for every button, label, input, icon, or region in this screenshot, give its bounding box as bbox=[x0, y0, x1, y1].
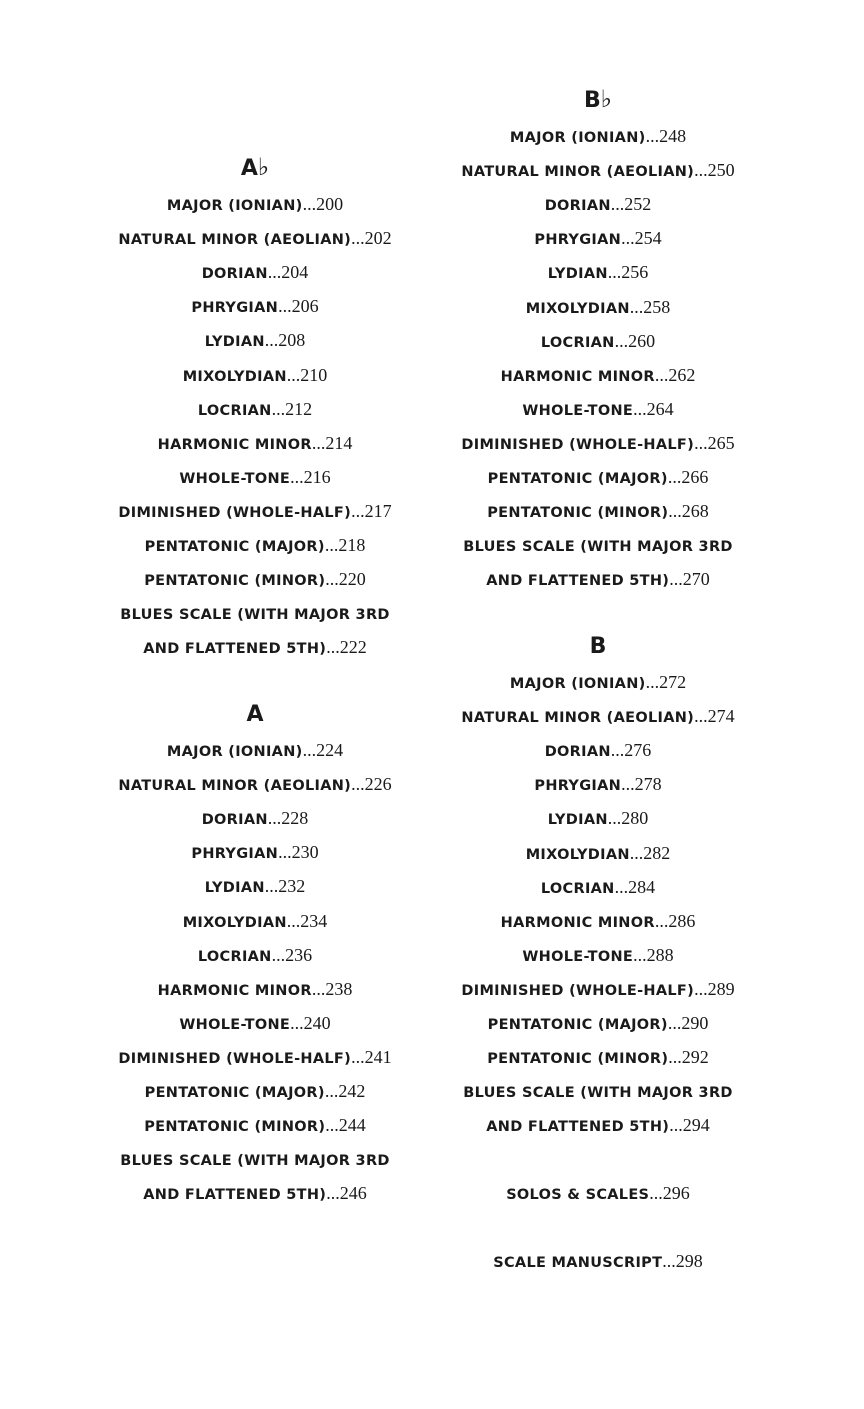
entry-page-number: ...282 bbox=[629, 842, 671, 863]
toc-entry[interactable] bbox=[420, 665, 776, 699]
entry-title: SOLOS & SCALES bbox=[506, 1187, 650, 1203]
toc-entry[interactable] bbox=[420, 1006, 776, 1040]
entry-title: DORIAN bbox=[201, 812, 268, 829]
entry-page-number: ...234 bbox=[286, 910, 328, 931]
toc-entry[interactable] bbox=[420, 870, 776, 904]
entry-title: LYDIAN bbox=[204, 334, 265, 351]
entry-page-number: ...200 bbox=[302, 194, 344, 214]
entry-title: PENTATONIC (MAJOR) bbox=[487, 1017, 668, 1033]
toc-entry[interactable] bbox=[420, 1108, 776, 1142]
entry-page-number: ...244 bbox=[325, 1115, 366, 1136]
toc-entry[interactable] bbox=[420, 119, 776, 153]
toc-entry[interactable] bbox=[70, 767, 440, 801]
toc-entry[interactable] bbox=[70, 255, 440, 289]
entry-page-number: ...204 bbox=[267, 262, 309, 283]
key-heading bbox=[420, 84, 776, 114]
entry-page-number: ...242 bbox=[324, 1081, 366, 1101]
entry-title: WHOLE-TONE bbox=[522, 948, 634, 965]
entry-title: MIXOLYDIAN bbox=[182, 368, 287, 385]
entry-title: DORIAN bbox=[544, 198, 611, 215]
entry-title: AND FLATTENED 5TH) bbox=[143, 641, 327, 658]
entry-title: PENTATONIC (MINOR) bbox=[487, 1051, 669, 1068]
entry-title: PHRYGIAN bbox=[191, 846, 279, 863]
toc-entry[interactable] bbox=[70, 323, 440, 357]
toc-entry[interactable] bbox=[70, 938, 440, 972]
toc-entry[interactable] bbox=[70, 1040, 440, 1074]
entry-page-number: ...260 bbox=[614, 330, 656, 351]
entry-title: PENTATONIC (MAJOR) bbox=[487, 471, 668, 487]
toc-entry[interactable] bbox=[420, 153, 776, 187]
toc-entry[interactable] bbox=[420, 324, 776, 358]
entry-title: BLUES SCALE (WITH MAJOR 3RD bbox=[120, 607, 390, 624]
entry-title: DIMINISHED (WHOLE-HALF) bbox=[461, 982, 695, 999]
entry-page-number: ...294 bbox=[669, 1115, 710, 1136]
toc-entry[interactable] bbox=[420, 972, 776, 1006]
key-letter: A bbox=[246, 702, 264, 727]
toc-entry[interactable] bbox=[420, 290, 776, 324]
entry-title: LOCRIAN bbox=[197, 402, 272, 419]
key-letter: B bbox=[583, 88, 601, 113]
entry-title: NATURAL MINOR (AEOLIAN) bbox=[118, 232, 352, 249]
entry-page-number: ...214 bbox=[311, 432, 353, 453]
toc-entry[interactable] bbox=[420, 1074, 776, 1108]
toc-entry[interactable] bbox=[420, 733, 776, 767]
entry-page-number: ...265 bbox=[694, 432, 735, 453]
key-heading bbox=[420, 630, 776, 660]
entry-page-number: ...216 bbox=[290, 466, 331, 487]
entry-title: DORIAN bbox=[201, 266, 268, 283]
entry-page-number: ...256 bbox=[607, 262, 649, 283]
entry-title: AND FLATTENED 5TH) bbox=[143, 1187, 327, 1204]
entry-page-number: ...288 bbox=[633, 944, 674, 965]
entry-page-number: ...246 bbox=[326, 1183, 367, 1204]
toc-entry[interactable] bbox=[70, 596, 440, 630]
entry-title: DORIAN bbox=[544, 744, 611, 761]
entry-page-number: ...292 bbox=[668, 1047, 709, 1068]
entry-page-number: ...228 bbox=[267, 808, 309, 829]
toc-entry[interactable] bbox=[420, 392, 776, 426]
entry-page-number: ...241 bbox=[351, 1046, 392, 1067]
key-letter: B bbox=[589, 634, 607, 659]
toc-entry[interactable] bbox=[420, 460, 776, 494]
toc-entry[interactable] bbox=[70, 221, 440, 255]
entry-title: WHOLE-TONE bbox=[179, 470, 291, 487]
entry-page-number: ...224 bbox=[302, 740, 344, 760]
entry-title: PHRYGIAN bbox=[534, 778, 622, 795]
entry-title: MAJOR (IONIAN) bbox=[509, 130, 646, 146]
toc-entry[interactable] bbox=[70, 972, 440, 1006]
entry-page-number: ...252 bbox=[610, 194, 652, 215]
entry-title: MIXOLYDIAN bbox=[182, 914, 287, 931]
toc-entry[interactable] bbox=[70, 562, 440, 596]
entry-title: MIXOLYDIAN bbox=[525, 846, 630, 863]
entry-title: AND FLATTENED 5TH) bbox=[486, 1119, 670, 1136]
entry-title: HARMONIC MINOR bbox=[157, 982, 312, 999]
entry-page-number: ...276 bbox=[610, 740, 652, 761]
entry-page-number: ...236 bbox=[271, 944, 313, 965]
key-letter: A bbox=[240, 156, 258, 181]
toc-entry[interactable] bbox=[70, 494, 440, 528]
entry-title: SCALE MANUSCRIPT bbox=[493, 1255, 663, 1271]
toc-extra-entry[interactable] bbox=[420, 1244, 776, 1278]
entry-page-number: ...284 bbox=[614, 876, 656, 897]
toc-entry[interactable] bbox=[70, 392, 440, 426]
entry-page-number: ...220 bbox=[325, 569, 366, 590]
entry-title: MAJOR (IONIAN) bbox=[509, 676, 646, 692]
entry-title: WHOLE-TONE bbox=[179, 1016, 291, 1033]
toc-entry[interactable] bbox=[420, 255, 776, 289]
toc-entry[interactable] bbox=[70, 904, 440, 938]
entry-title: MIXOLYDIAN bbox=[525, 300, 630, 317]
flat-sign: ♭ bbox=[257, 153, 270, 181]
entry-page-number: ...250 bbox=[694, 160, 735, 181]
entry-page-number: ...268 bbox=[668, 501, 709, 522]
flat-sign: ♭ bbox=[600, 85, 613, 113]
toc-entry[interactable] bbox=[420, 904, 776, 938]
entry-page-number: ...226 bbox=[351, 774, 392, 795]
entry-title: LYDIAN bbox=[547, 266, 608, 283]
entry-title: LOCRIAN bbox=[197, 948, 272, 965]
toc-entry[interactable] bbox=[420, 562, 776, 596]
entry-page-number: ...248 bbox=[645, 126, 687, 146]
entry-page-number: ...262 bbox=[654, 364, 696, 385]
toc-entry[interactable] bbox=[70, 528, 440, 562]
entry-title: PENTATONIC (MINOR) bbox=[144, 573, 326, 590]
entry-title: DIMINISHED (WHOLE-HALF) bbox=[118, 1050, 352, 1067]
toc-entry[interactable] bbox=[420, 1040, 776, 1074]
entry-title: HARMONIC MINOR bbox=[500, 914, 655, 931]
entry-page-number: ...258 bbox=[629, 296, 671, 317]
entry-title: PENTATONIC (MAJOR) bbox=[144, 539, 325, 555]
toc-entry[interactable] bbox=[70, 187, 440, 221]
toc-entry[interactable] bbox=[70, 835, 440, 869]
toc-entry[interactable] bbox=[70, 1006, 440, 1040]
toc-entry[interactable] bbox=[420, 938, 776, 972]
toc-entry[interactable] bbox=[420, 358, 776, 392]
entry-title: HARMONIC MINOR bbox=[500, 368, 655, 385]
entry-title: DIMINISHED (WHOLE-HALF) bbox=[118, 504, 352, 521]
entry-title: PENTATONIC (MAJOR) bbox=[144, 1085, 325, 1101]
entry-title: NATURAL MINOR (AEOLIAN) bbox=[461, 710, 695, 727]
entry-title: PENTATONIC (MINOR) bbox=[487, 505, 669, 522]
entry-page-number: ...280 bbox=[607, 808, 649, 829]
toc-entry[interactable] bbox=[70, 733, 440, 767]
toc-entry[interactable] bbox=[420, 801, 776, 835]
toc-entry[interactable] bbox=[70, 289, 440, 323]
entry-page-number: ...208 bbox=[264, 330, 306, 351]
entry-title: MAJOR (IONIAN) bbox=[166, 198, 303, 214]
entry-page-number: ...290 bbox=[667, 1013, 709, 1033]
toc-entry[interactable] bbox=[420, 494, 776, 528]
toc-entry[interactable] bbox=[420, 221, 776, 255]
entry-page-number: ...286 bbox=[654, 910, 696, 931]
toc-entry[interactable] bbox=[70, 801, 440, 835]
entry-page-number: ...274 bbox=[694, 706, 735, 727]
entry-title: HARMONIC MINOR bbox=[157, 436, 312, 453]
entry-title: LOCRIAN bbox=[540, 880, 615, 897]
entry-title: PHRYGIAN bbox=[191, 300, 279, 317]
toc-entry[interactable] bbox=[70, 869, 440, 903]
entry-page-number: ...254 bbox=[621, 228, 662, 249]
toc-entry[interactable] bbox=[420, 699, 776, 733]
entry-page-number: ...230 bbox=[278, 842, 319, 863]
entry-page-number: ...296 bbox=[649, 1183, 690, 1203]
entry-title: PHRYGIAN bbox=[534, 232, 622, 249]
toc-entry[interactable] bbox=[420, 767, 776, 801]
toc-entry[interactable] bbox=[70, 1176, 440, 1210]
toc-extra-entry[interactable] bbox=[420, 1176, 776, 1210]
entry-title: WHOLE-TONE bbox=[522, 402, 634, 419]
entry-page-number: ...212 bbox=[271, 398, 313, 419]
entry-page-number: ...289 bbox=[694, 978, 735, 999]
entry-page-number: ...266 bbox=[667, 467, 709, 487]
entry-page-number: ...238 bbox=[311, 978, 353, 999]
entry-title: BLUES SCALE (WITH MAJOR 3RD bbox=[463, 539, 733, 556]
entry-title: LYDIAN bbox=[547, 812, 608, 829]
entry-title: DIMINISHED (WHOLE-HALF) bbox=[461, 436, 695, 453]
entry-title: MAJOR (IONIAN) bbox=[166, 744, 303, 760]
entry-page-number: ...222 bbox=[326, 637, 367, 658]
key-heading bbox=[70, 698, 440, 728]
entry-title: BLUES SCALE (WITH MAJOR 3RD bbox=[463, 1085, 733, 1102]
entry-title: LYDIAN bbox=[204, 880, 265, 897]
entry-page-number: ...217 bbox=[351, 500, 392, 521]
entry-page-number: ...278 bbox=[621, 774, 662, 795]
toc-entry[interactable] bbox=[70, 1142, 440, 1176]
entry-title: NATURAL MINOR (AEOLIAN) bbox=[118, 778, 352, 795]
entry-page-number: ...206 bbox=[278, 296, 319, 317]
entry-title: LOCRIAN bbox=[540, 334, 615, 351]
toc-entry[interactable] bbox=[70, 1108, 440, 1142]
entry-title: AND FLATTENED 5TH) bbox=[486, 573, 670, 590]
toc-entry[interactable] bbox=[70, 460, 440, 494]
toc-entry[interactable] bbox=[70, 358, 440, 392]
toc-entry[interactable] bbox=[420, 528, 776, 562]
entry-page-number: ...232 bbox=[264, 876, 306, 897]
toc-entry[interactable] bbox=[70, 1074, 440, 1108]
toc-entry[interactable] bbox=[420, 187, 776, 221]
toc-entry[interactable] bbox=[70, 426, 440, 460]
entry-page-number: ...210 bbox=[286, 364, 328, 385]
entry-title: BLUES SCALE (WITH MAJOR 3RD bbox=[120, 1153, 390, 1170]
entry-title: PENTATONIC (MINOR) bbox=[144, 1119, 326, 1136]
key-heading bbox=[70, 152, 440, 182]
toc-entry[interactable] bbox=[70, 630, 440, 664]
toc-entry[interactable] bbox=[420, 426, 776, 460]
entry-page-number: ...272 bbox=[645, 672, 687, 692]
entry-title: NATURAL MINOR (AEOLIAN) bbox=[461, 164, 695, 181]
entry-page-number: ...264 bbox=[633, 398, 674, 419]
entry-page-number: ...218 bbox=[324, 535, 366, 555]
entry-page-number: ...240 bbox=[290, 1012, 331, 1033]
toc-entry[interactable] bbox=[420, 836, 776, 870]
entry-page-number: ...202 bbox=[351, 228, 392, 249]
entry-page-number: ...270 bbox=[669, 569, 710, 590]
entry-page-number: ...298 bbox=[662, 1251, 703, 1271]
